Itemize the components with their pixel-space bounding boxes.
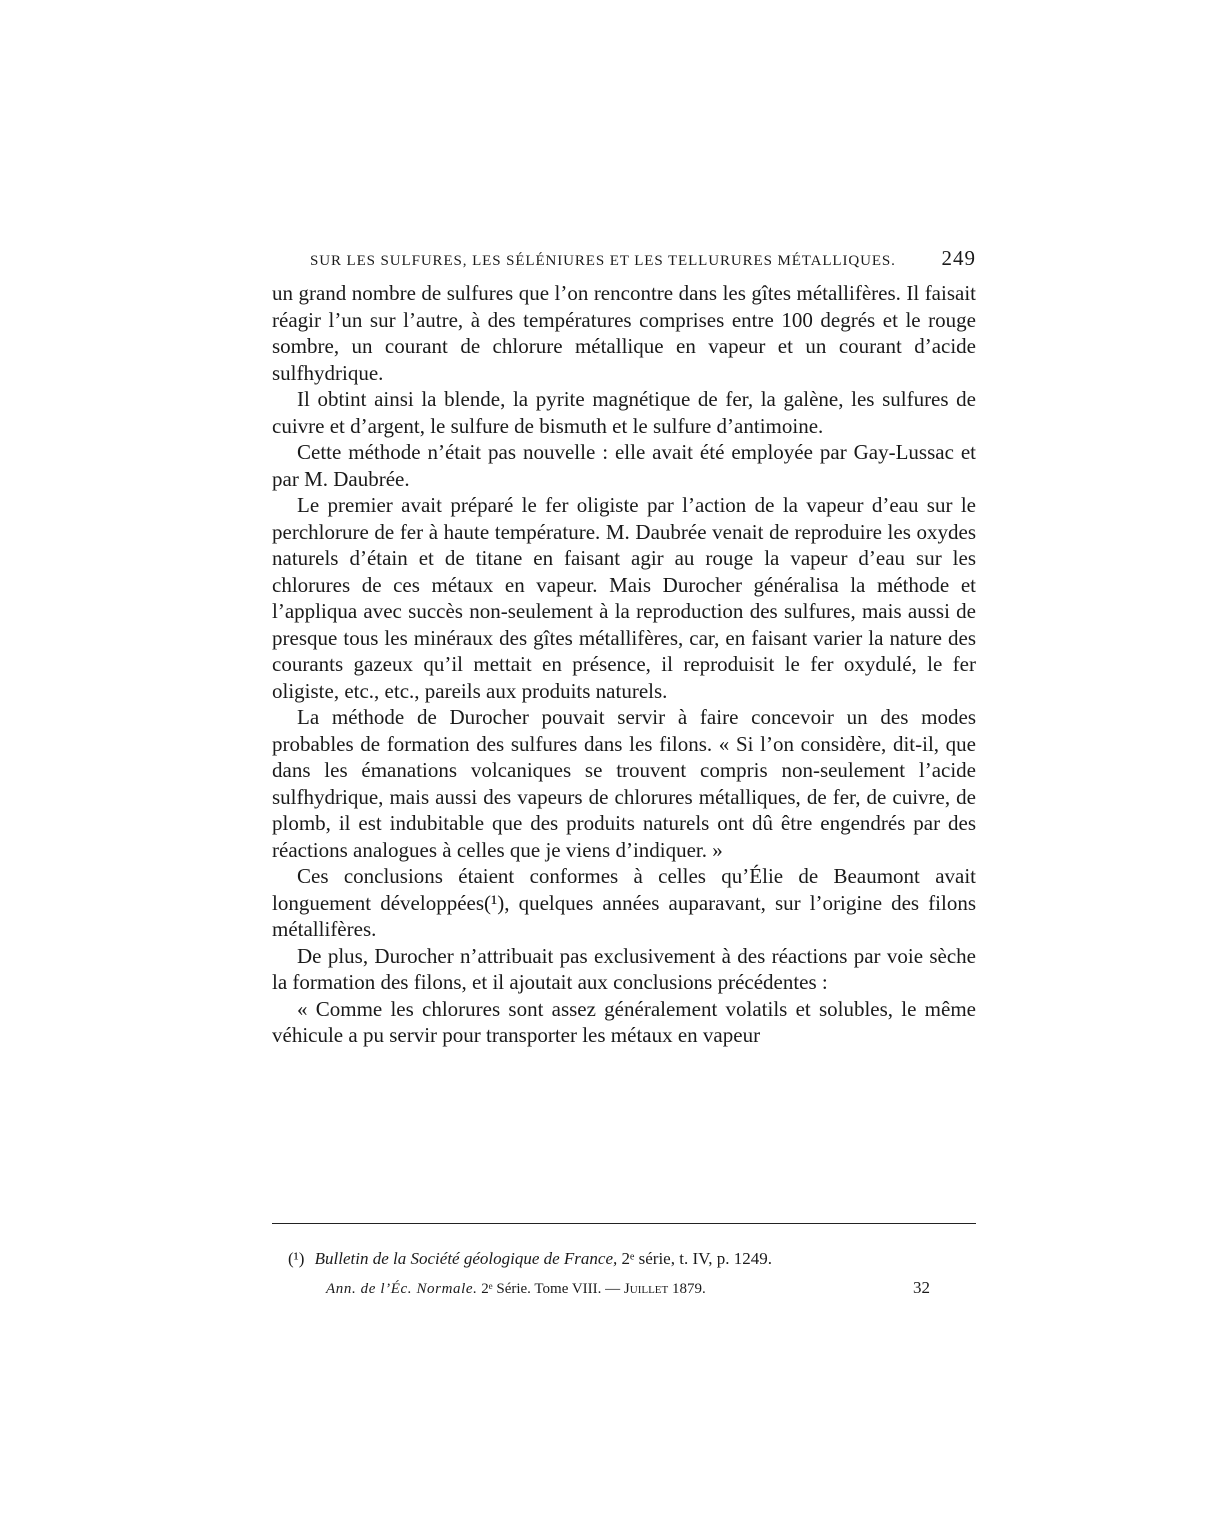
signature-month: Juillet: [623, 1281, 669, 1297]
footnote-details: 2ᵉ série, t. IV, p. 1249.: [621, 1249, 772, 1268]
footnote: [288, 1248, 772, 1270]
signature-line: [326, 1278, 930, 1298]
signature-journal: Ann. de l’Éc. Normale.: [326, 1281, 478, 1297]
body-text: [272, 280, 976, 1049]
paragraph-2: Il obtint ainsi la blende, la pyrite magnétique de fer, la galène, les sulfures de cuivre et d’argent, le sulfure de bismuth et le sulfure d’antimoine.: [272, 387, 976, 438]
paragraph-7: De plus, Durocher n’attribuait pas exclusivement à des réactions par voie sèche la formation des filons, et il ajoutait aux conclusions précédentes :: [272, 943, 976, 994]
paragraph-6: Ces conclusions étaient conformes à celles qu’Élie de Beaumont avait longuement développées(¹), quelques années auparavant, sur l’origine des filons métallifères.: [272, 864, 976, 941]
footnote-divider: [272, 1223, 976, 1224]
paragraph-8: « Comme les chlorures sont assez généralement volatils et solubles, le même véhicule a pu servir pour transporter les métaux en vapeur: [272, 996, 976, 1047]
paragraph-1: un grand nombre de sulfures que l’on rencontre dans les gîtes métallifères. Il faisait réagir l’un sur l’autre, à des températures comprises entre 100 degrés et le rouge sombre, un courant de chlorure métallique en vapeur et un courant d’acide sulfhydrique.: [272, 281, 976, 385]
signature-sheet-number: 32: [913, 1278, 930, 1297]
running-head: [272, 246, 976, 276]
signature-citation: [326, 1281, 706, 1298]
footnote-marker: (¹): [288, 1249, 305, 1268]
paragraph-4: Le premier avait préparé le fer oligiste par l’action de la vapeur d’eau sur le perchlorure de fer à haute température. M. Daubrée venait de reproduire les oxydes naturels d’étain et de titane en faisant agir au rouge la vapeur d’eau sur les chlorures de ces métaux en vapeur. Mais Durocher généralisa la méthode et l’appliqua avec succès non-seulement à la reproduction des sulfures, mais aussi de presque tous les minéraux des gîtes métallifères, car, en faisant varier la nature des courants gazeux qu’il mettait en présence, il reproduisit le fer oxydulé, le fer oligiste, etc., etc., pareils aux produits naturels.: [272, 493, 976, 703]
paragraph-3: Cette méthode n’était pas nouvelle : elle avait été employée par Gay-Lussac et par M. Daubrée.: [272, 440, 976, 491]
running-title: SUR LES SULFURES, LES SÉLÉNIURES ET LES TELLURURES MÉTALLIQUES.: [310, 253, 896, 269]
page-number: 249: [941, 246, 976, 270]
signature-series: 2ᵉ Série. Tome VIII. —: [481, 1281, 621, 1297]
signature-year: 1879.: [671, 1281, 706, 1297]
footnote-source: Bulletin de la Société géologique de France,: [314, 1249, 618, 1268]
paragraph-5: La méthode de Durocher pouvait servir à faire concevoir un des modes probables de formation des sulfures dans les filons. « Si l’on considère, dit-il, que dans les émanations volcaniques se trouvent compris non-seulement l’acide sulfhydrique, mais aussi des vapeurs de chlorures métalliques, de fer, de cuivre, de plomb, il est indubitable que des produits naturels ont dû être engendrés par des réactions analogues à celles que je viens d’indiquer. »: [272, 705, 976, 862]
